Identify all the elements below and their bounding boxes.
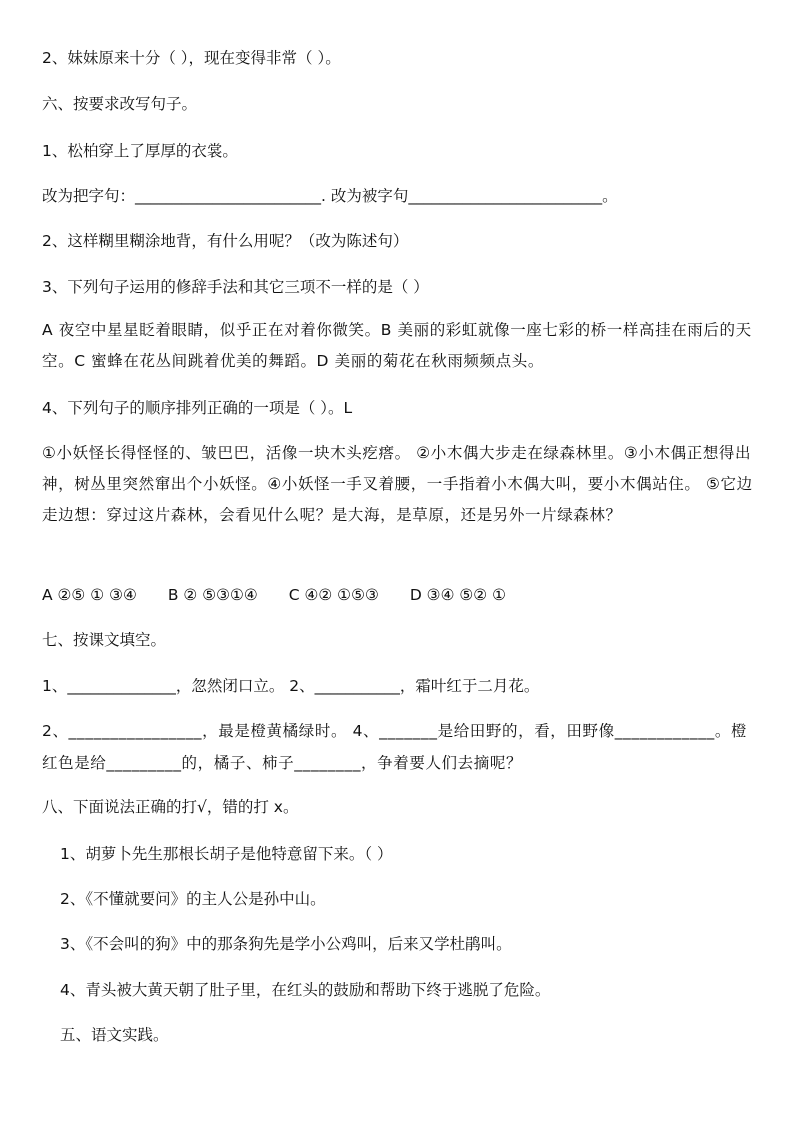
question-6-4-sentences: ①小妖怪长得怪怪的、皱巴巴，活像一块木头疙瘩。 ②小木偶大步走在绿森林里。③小木偶正想得出神，树丛里突然窜出个小妖怪。④小妖怪一手叉着腰，一手指着小木偶大叫，要小木偶站住。 ⑤它边走边想：穿过这片森林，会看见什么呢？是大海，是草原，还是另外一片绿森林？ [42, 444, 753, 524]
question-2-blank-line: 2、妹妹原来十分（ ），现在变得非常（ ）。 [42, 49, 341, 67]
section-8-heading: 八、下面说法正确的打√，错的打 x。 [42, 798, 299, 816]
question-8-4: 4、青头被大黄天朝了肚子里，在红头的鼓励和帮助下终于逃脱了危险。 [60, 981, 551, 999]
choice-c: C ④② ①⑤③ [288, 586, 379, 604]
section-7-heading: 七、按课文填空。 [42, 631, 167, 649]
question-6-3: 3、下列句子运用的修辞手法和其它三项不一样的是（ ） [42, 278, 429, 296]
choice-a: A ②⑤ ① ③④ [42, 586, 137, 604]
section-5-heading: 五、语文实践。 [60, 1026, 169, 1044]
question-6-3-options: A 夜空中星星眨着眼睛，似乎正在对着你微笑。B 美丽的彩虹就像一座七彩的桥一样高挂在雨后的天空。C 蜜蜂在花丛间跳着优美的舞蹈。D 美丽的菊花在秋雨频频点头。 [42, 321, 752, 370]
question-7-2: 2、________________，最是橙黄橘绿时。 4、_______是给田野的，看，田野像____________。橙红色是给_________的，橘子、柿子________，争着要人们去摘呢？ [42, 722, 748, 772]
choice-b: B ② ⑤③①④ [167, 586, 258, 604]
question-6-1-rewrite-blanks: 改为把字句：________________________. 改为被字句_________________________。 [42, 187, 618, 205]
section-6-heading: 六、按要求改写句子。 [42, 95, 198, 113]
question-6-4: 4、下列句子的顺序排列正确的一项是（ ）。L [42, 399, 353, 417]
question-6-1: 1、松柏穿上了厚厚的衣裳。 [42, 142, 238, 160]
choice-d: D ③④ ⑤② ① [409, 586, 507, 604]
question-8-3: 3、《不会叫的狗》中的那条狗先是学小公鸡叫，后来又学杜鹃叫。 [60, 935, 512, 953]
question-8-2: 2、《不懂就要问》的主人公是孙中山。 [60, 890, 326, 908]
question-6-4-choices [42, 585, 532, 605]
question-6-2: 2、这样糊里糊涂地背，有什么用呢？（改为陈述句） [42, 232, 409, 250]
question-7-1: 1、______________，忽然闭口立。 2、___________，霜叶红于二月花。 [42, 677, 540, 695]
question-8-1: 1、胡萝卜先生那根长胡子是他特意留下来。（ ） [60, 845, 393, 863]
